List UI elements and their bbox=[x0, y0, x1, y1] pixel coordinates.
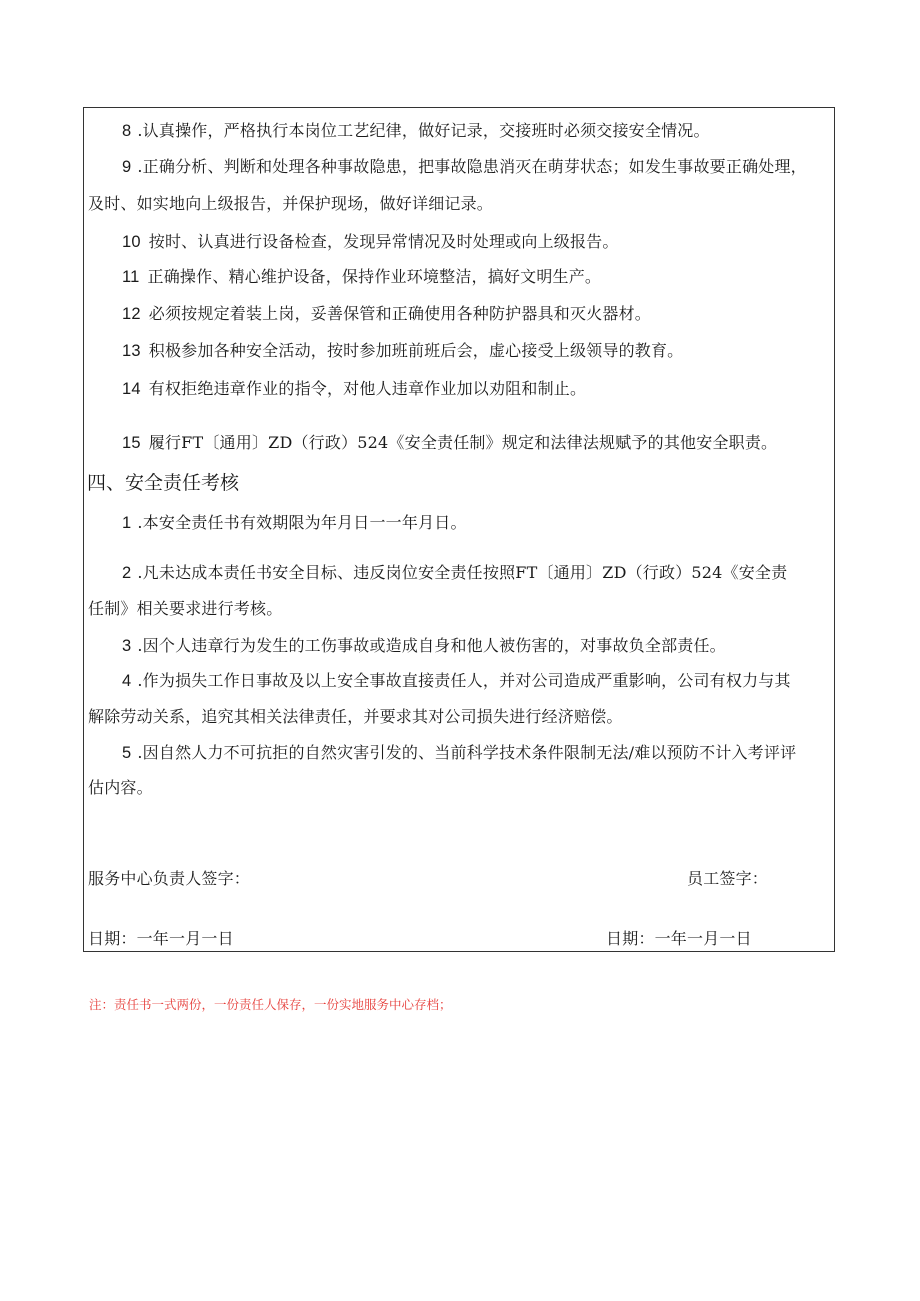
duty-item-14 bbox=[122, 379, 586, 399]
section-heading: 四、安全责任考核 bbox=[87, 472, 240, 494]
item-text: .因个人违章行为发生的工伤事故或造成自身和他人被伤害的，对事故负全部责任。 bbox=[137, 636, 726, 655]
duty-item-13 bbox=[122, 341, 683, 361]
item-number: 15 bbox=[122, 434, 141, 452]
item-number: 2 bbox=[122, 564, 132, 582]
assessment-item-4 bbox=[122, 671, 791, 691]
item-number: 4 bbox=[122, 672, 132, 690]
assessment-item-2-continuation bbox=[88, 599, 282, 619]
assessment-item-4-continuation bbox=[88, 707, 623, 727]
item-number: 13 bbox=[122, 342, 141, 360]
item-text: 按时、认真进行设备检查，发现异常情况及时处理或向上级报告。 bbox=[148, 232, 619, 251]
item-text: .正确分析、判断和处理各种事故隐患，把事故隐患消灭在萌芽状态；如发生事故要正确处理， bbox=[137, 157, 807, 176]
item-number: 14 bbox=[122, 380, 141, 398]
item-number: 1 bbox=[122, 514, 132, 532]
item-number: 8 bbox=[122, 122, 132, 140]
employee-signature-label: 员工签字： bbox=[687, 869, 769, 888]
assessment-item-5 bbox=[122, 743, 796, 763]
duty-item-8 bbox=[122, 121, 710, 141]
date-left: 日期：一年一月一日 bbox=[88, 929, 234, 948]
duty-item-15 bbox=[122, 433, 777, 453]
item-text: 必须按规定着装上岗，妥善保管和正确使用各种防护器具和灭火器材。 bbox=[148, 304, 651, 323]
footer-note: 注：责任书一式两份，一份责任人保存，一份实地服务中心存档； bbox=[89, 997, 452, 1012]
item-text: 及时、如实地向上级报告，并保护现场，做好详细记录。 bbox=[88, 194, 494, 213]
item-number: 12 bbox=[122, 305, 141, 323]
duty-item-12 bbox=[122, 304, 651, 324]
item-number: 3 bbox=[122, 637, 132, 655]
item-number: 10 bbox=[122, 233, 141, 251]
assessment-item-2 bbox=[122, 563, 787, 583]
item-text: 积极参加各种安全活动，按时参加班前班后会，虚心接受上级领导的教育。 bbox=[148, 341, 684, 360]
assessment-item-3 bbox=[122, 636, 726, 656]
date-right: 日期：一年一月一日 bbox=[606, 929, 752, 948]
item-text: 履行FT〔通用〕ZD（行政）524《安全责任制》规定和法律法规赋予的其他安全职责。 bbox=[148, 433, 778, 452]
item-number: 9 bbox=[122, 158, 132, 176]
item-text: .本安全责任书有效期限为年月日一一年月日。 bbox=[137, 513, 467, 532]
item-text: .凡未达成本责任书安全目标、违反岗位安全责任按照FT〔通用〕ZD（行政）524《安全责 bbox=[137, 563, 788, 582]
duty-item-9-continuation bbox=[88, 194, 493, 214]
item-text: 解除劳动关系，追究其相关法律责任，并要求其对公司损失进行经济赔偿。 bbox=[88, 707, 623, 726]
item-number: 11 bbox=[122, 268, 140, 286]
item-text: .作为损失工作日事故及以上安全事故直接责任人，并对公司造成严重影响，公司有权力与其 bbox=[137, 671, 791, 690]
duty-item-10 bbox=[122, 232, 619, 252]
assessment-item-5-continuation bbox=[88, 778, 153, 798]
item-text: .因自然人力不可抗拒的自然灾害引发的、当前科学技术条件限制无法/难以预防不计入考评评 bbox=[137, 743, 797, 762]
item-text: 估内容。 bbox=[88, 778, 153, 797]
item-text: .认真操作，严格执行本岗位工艺纪律，做好记录，交接班时必须交接安全情况。 bbox=[137, 121, 710, 140]
item-text: 有权拒绝违章作业的指令，对他人违章作业加以劝阻和制止。 bbox=[148, 379, 587, 398]
item-text: 任制》相关要求进行考核。 bbox=[88, 599, 283, 618]
item-text: 正确操作、精心维护设备，保持作业环境整洁，搞好文明生产。 bbox=[147, 267, 602, 286]
center-head-signature-label: 服务中心负责人签字： bbox=[88, 869, 251, 888]
item-number: 5 bbox=[122, 744, 132, 762]
assessment-item-1 bbox=[122, 513, 467, 533]
duty-item-9 bbox=[122, 157, 807, 177]
duty-item-11 bbox=[122, 267, 601, 287]
